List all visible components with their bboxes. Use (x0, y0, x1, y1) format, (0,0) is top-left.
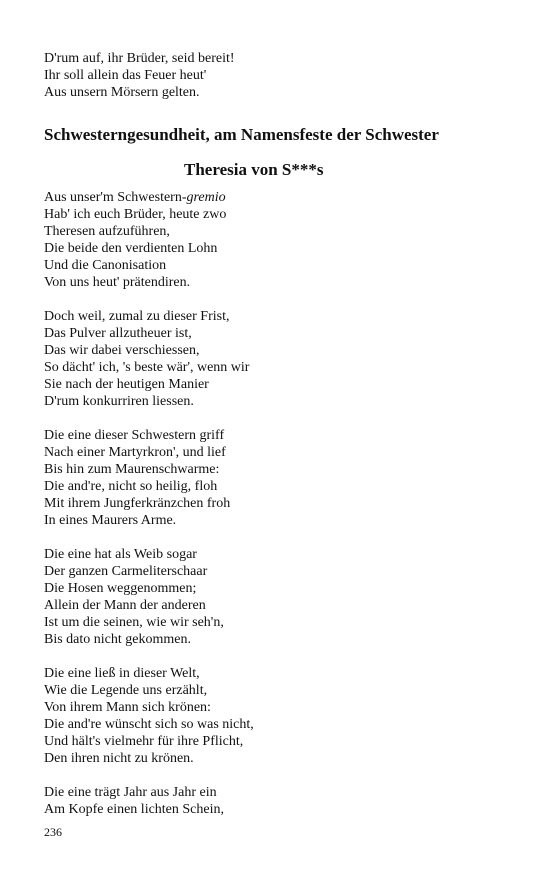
stanza-4 (44, 546, 514, 648)
verse-line-italic: gremio (186, 190, 226, 205)
verse-line: Und hält's vielmehr für ihre Pflicht, (44, 734, 244, 749)
verse-line: Von ihrem Mann sich krönen: (44, 700, 211, 715)
verse-line: Bis hin zum Maurenschwarme: (44, 462, 220, 477)
verse-line: Am Kopfe einen lichten Schein, (44, 802, 225, 817)
verse-line: Die eine trägt Jahr aus Jahr ein (44, 785, 217, 800)
stanza-2 (44, 308, 514, 410)
verse-line: Ihr soll allein das Feuer heut' (44, 68, 207, 83)
verse-line: Bis dato nicht gekommen. (44, 632, 191, 647)
verse-line: Die and're, nicht so heilig, floh (44, 479, 218, 494)
verse-line: So dächt' ich, 's beste wär', wenn wir (44, 360, 250, 375)
stanza-6 (44, 784, 514, 818)
verse-line: Mit ihrem Jungferkränzchen froh (44, 496, 231, 511)
verse-line: Von uns heut' prätendiren. (44, 275, 191, 290)
verse-line: Die eine hat als Weib sogar (44, 547, 197, 562)
intro-stanza (44, 50, 514, 101)
verse-line: Wie die Legende uns erzählt, (44, 683, 208, 698)
verse-line: Die beide den verdienten Lohn (44, 241, 218, 256)
verse-line: Ist um die seinen, wie wir seh'n, (44, 615, 224, 630)
verse-line: Theresen aufzuführen, (44, 224, 170, 239)
verse-line: Hab' ich euch Brüder, heute zwo (44, 207, 227, 222)
verse-line-text: Aus unser'm Schwestern- (44, 190, 187, 205)
verse-line: Aus unsern Mörsern gelten. (44, 85, 200, 100)
verse-line: Die and're wünscht sich so was nicht, (44, 717, 254, 732)
poem-title: Schwesterngesundheit, am Namensfeste der Schwester (44, 125, 439, 144)
verse-line: Das wir dabei verschiessen, (44, 343, 200, 358)
verse-line: Die eine ließ in dieser Welt, (44, 666, 200, 681)
verse-line: D'rum konkurriren liessen. (44, 394, 194, 409)
verse-line: Die eine dieser Schwestern griff (44, 428, 225, 443)
verse-line (44, 189, 514, 206)
verse-line: Und die Canonisation (44, 258, 167, 273)
verse-line: In eines Maurers Arme. (44, 513, 177, 528)
verse-line: Die Hosen weggenommen; (44, 581, 197, 596)
page-number: 236 (44, 825, 62, 839)
verse-line: Sie nach der heutigen Manier (44, 377, 209, 392)
stanza-5 (44, 665, 514, 767)
page-body (44, 50, 514, 818)
verse-line: D'rum auf, ihr Brüder, seid bereit! (44, 51, 235, 66)
verse-line: Den ihren nicht zu krönen. (44, 751, 194, 766)
poem-subtitle: Theresia von S***s (184, 160, 324, 179)
verse-line: Doch weil, zumal zu dieser Frist, (44, 309, 230, 324)
verse-line: Das Pulver allzutheuer ist, (44, 326, 192, 341)
stanza-3 (44, 427, 514, 529)
stanza-1 (44, 189, 514, 291)
verse-line: Der ganzen Carmeliterschaar (44, 564, 208, 579)
verse-line: Nach einer Martyrkron', und lief (44, 445, 226, 460)
verse-line: Allein der Mann der anderen (44, 598, 206, 613)
